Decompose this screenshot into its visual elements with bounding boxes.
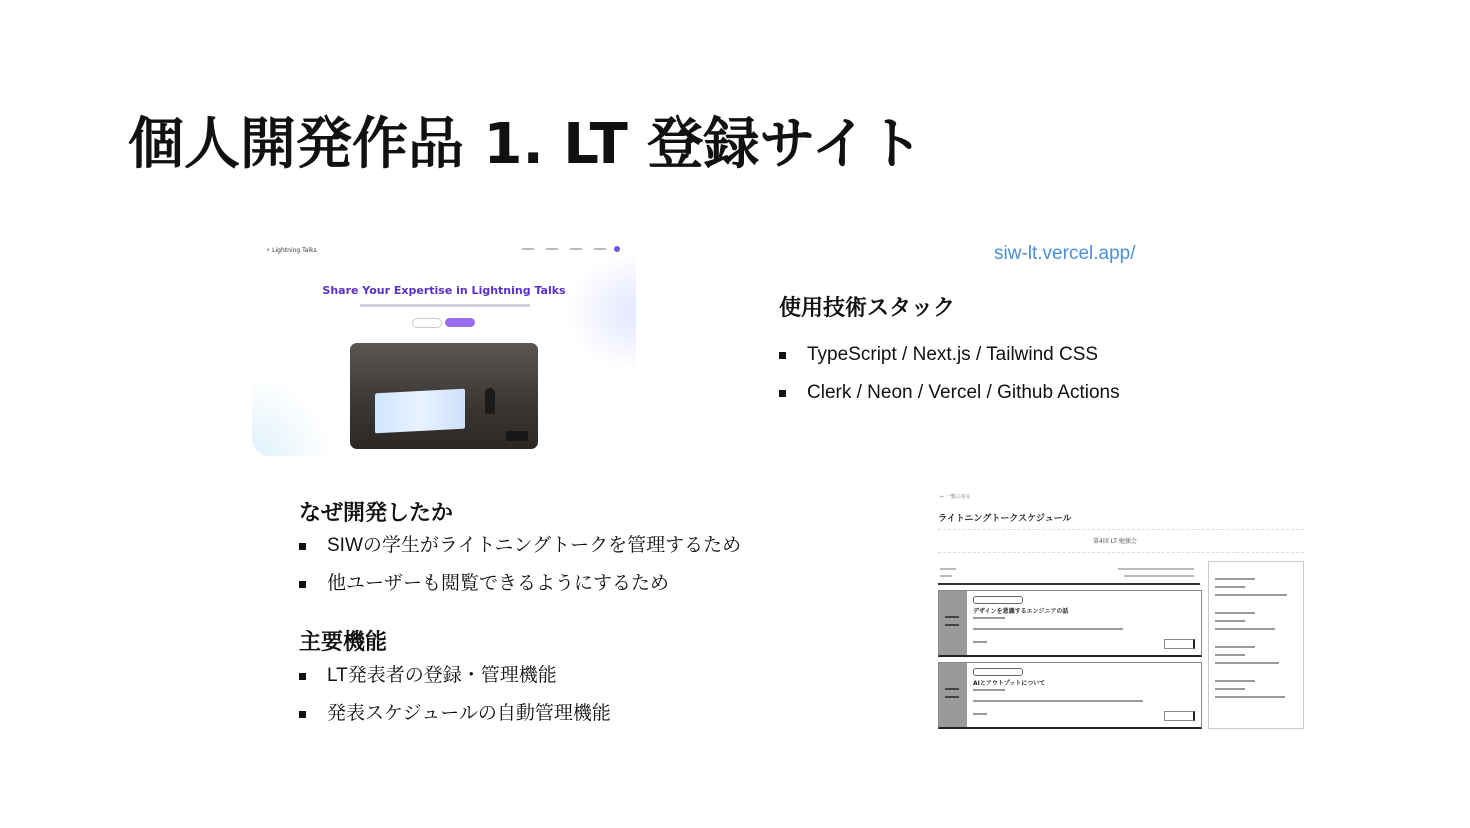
talk-title: デザインを意識するエンジニアの話 (973, 608, 1069, 615)
list-item (299, 565, 741, 603)
desk (506, 431, 528, 441)
back-link: ← 一覧に戻る (940, 494, 971, 500)
talk-card (938, 662, 1202, 729)
tag-badge (973, 668, 1023, 676)
site-url-link[interactable]: siw-lt.vercel.app/ (994, 243, 1136, 264)
hero-heading: Share Your Expertise in Lightning Talks (322, 284, 566, 297)
list-item-text: 他ユーザーも閲覧できるようにするため (327, 573, 670, 594)
secondary-button (412, 318, 442, 328)
list-item-text: SIWの学生がライトニングトークを管理するため (327, 535, 742, 556)
detail-button (1164, 711, 1195, 721)
list-item-text: Clerk / Neon / Vercel / Github Actions (807, 382, 1120, 403)
background-glow-left (252, 376, 332, 456)
nav-item (546, 248, 558, 250)
list-item-text: 発表スケジュールの自動管理機能 (327, 703, 611, 724)
features-heading: 主要機能 (299, 630, 388, 655)
list-item (779, 336, 1120, 374)
nav-item (570, 248, 582, 250)
bullet-icon (299, 581, 306, 588)
event-name: 第4回 LT 勉強会 (1093, 538, 1137, 545)
why-list (299, 527, 741, 603)
tag-badge (973, 596, 1023, 604)
talk-card (938, 590, 1202, 657)
schedule-title: ライトニングトークスケジュール (938, 514, 1072, 524)
list-item-text: TypeScript / Next.js / Tailwind CSS (807, 344, 1099, 365)
event-meta (938, 565, 1200, 585)
projector-screen (375, 389, 465, 434)
list-item (299, 695, 611, 733)
time-block (939, 591, 967, 655)
site-nav (522, 248, 606, 250)
slide-title: 個人開発作品 1. LT 登録サイト (128, 112, 924, 177)
why-heading: なぜ開発したか (299, 501, 454, 526)
list-item (299, 527, 741, 565)
event-photo (350, 343, 538, 449)
hero-subtext (360, 304, 530, 307)
tech-stack-list (779, 336, 1120, 412)
avatar (614, 246, 620, 252)
talk-title: AIとアウトプットについて (973, 680, 1046, 687)
detail-button (1164, 639, 1195, 649)
schedule-screenshot (938, 493, 1304, 729)
nav-item (522, 248, 534, 250)
bullet-icon (779, 390, 786, 397)
speaker (485, 388, 495, 414)
time-block (939, 663, 967, 727)
background-glow-right (566, 252, 636, 372)
bullet-icon (299, 711, 306, 718)
features-list (299, 657, 611, 733)
site-logo: ⚡ Lightning Talks (266, 247, 317, 254)
bullet-icon (779, 352, 786, 359)
nav-item (594, 248, 606, 250)
list-item (779, 374, 1120, 412)
homepage-screenshot (252, 242, 636, 456)
list-item-text: LT発表者の登録・管理機能 (327, 665, 557, 686)
list-item (299, 657, 611, 695)
bullet-icon (299, 543, 306, 550)
event-banner (938, 529, 1304, 553)
bullet-icon (299, 673, 306, 680)
tech-stack-heading: 使用技術スタック (779, 296, 956, 321)
schedule-sidebar (1208, 561, 1304, 729)
primary-button (445, 318, 475, 327)
